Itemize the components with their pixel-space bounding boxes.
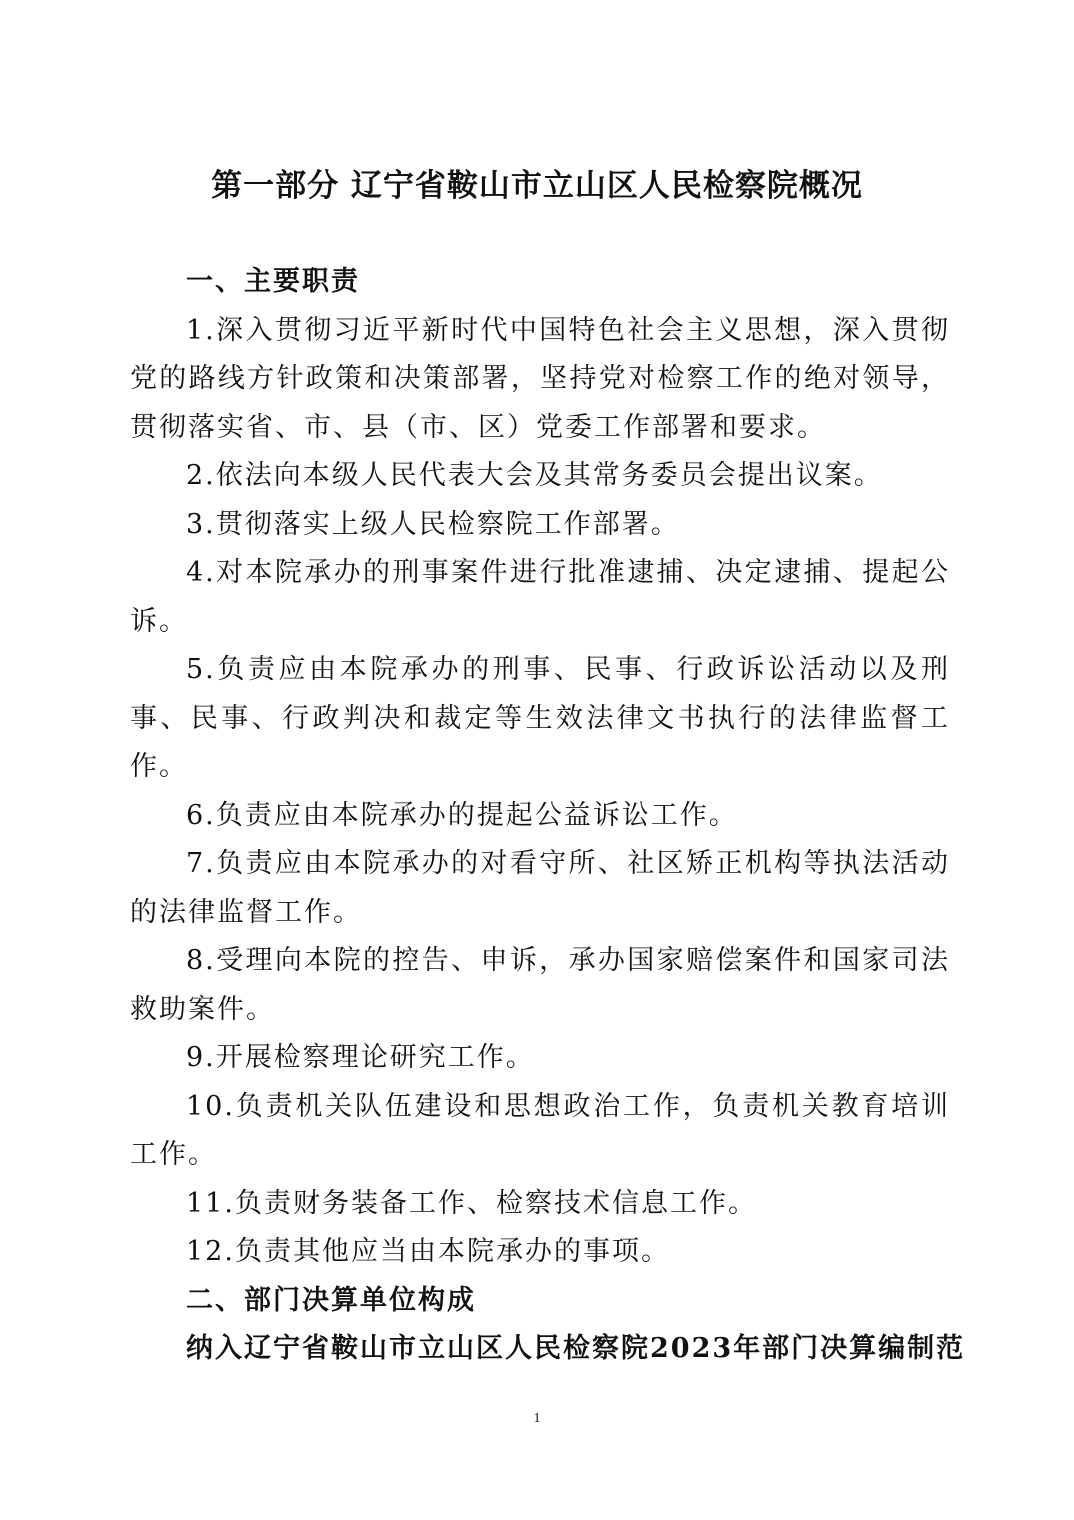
duty-item-4: 4.对本院承办的刑事案件进行批准逮捕、决定逮捕、提起公诉。	[130, 557, 950, 637]
page-number: 1	[533, 1411, 541, 1426]
duty-item-10: 10.负责机关队伍建设和思想政治工作，负责机关教育培训工作。	[130, 1090, 950, 1170]
section-heading-units: 二、部门决算单位构成	[186, 1284, 476, 1316]
units-paragraph: 纳入辽宁省鞍山市立山区人民检察院2023年部门决算编制范	[186, 1333, 966, 1364]
duty-item-3: 3.贯彻落实上级人民检察院工作部署。	[186, 508, 680, 540]
duty-item-7: 7.负责应由本院承办的对看守所、社区矫正机构等执法活动的法律监督工作。	[130, 848, 950, 928]
duty-item-11: 11.负责财务装备工作、检察技术信息工作。	[186, 1187, 757, 1219]
duty-item-2: 2.依法向本级人民代表大会及其常务委员会提出议案。	[186, 460, 883, 491]
page-title: 第一部分 辽宁省鞍山市立山区人民检察院概况	[211, 168, 863, 204]
duty-item-8: 8.受理向本院的控告、申诉，承办国家赔偿案件和国家司法救助案件。	[130, 945, 950, 1025]
duty-item-5: 5.负责应由本院承办的刑事、民事、行政诉讼活动以及刑事、民事、行政判决和裁定等生效法律文书执行的法律监督工作。	[130, 654, 950, 782]
duty-item-9: 9.开展检察理论研究工作。	[186, 1042, 535, 1073]
section-heading-main-duties: 一、主要职责	[186, 266, 360, 297]
duty-item-1: 1.深入贯彻习近平新时代中国特色社会主义思想，深入贯彻党的路线方针政策和决策部署，坚持党对检察工作的绝对领导，贯彻落实省、市、县（市、区）党委工作部署和要求。	[130, 314, 950, 443]
duty-item-12: 12.负责其他应当由本院承办的事项。	[186, 1236, 670, 1267]
document-body	[130, 258, 966, 1374]
duty-item-6: 6.负责应由本院承办的提起公益诉讼工作。	[186, 799, 738, 831]
